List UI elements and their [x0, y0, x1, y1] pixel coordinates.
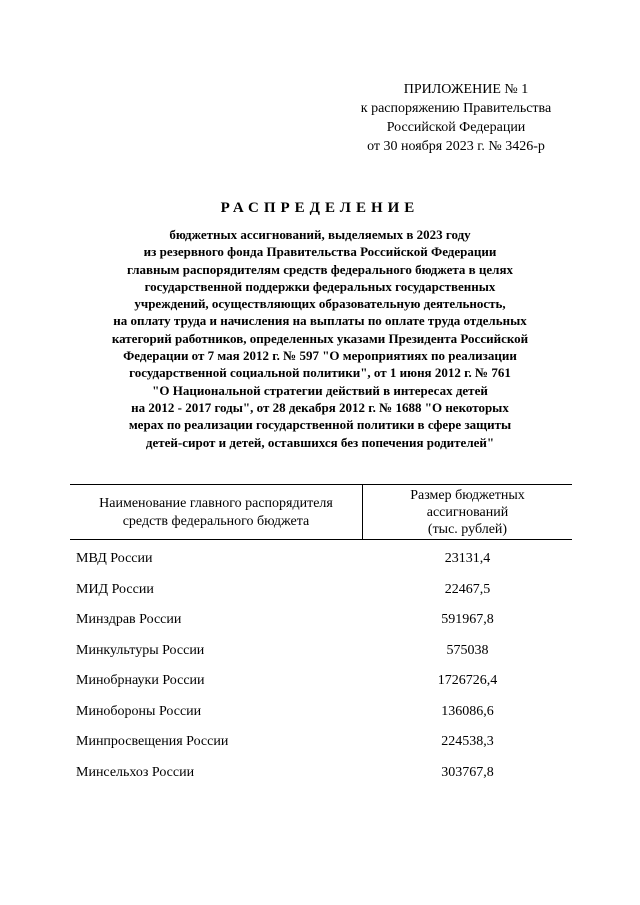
row-ministry-name: Минпросвещения России [76, 734, 229, 749]
subtitle-line: учреждений, осуществляющих образовательную деятельность, [134, 296, 506, 312]
document-title: РАСПРЕДЕЛЕНИЕ [220, 200, 420, 216]
row-amount: 23131,4 [444, 551, 491, 566]
appendix-block [340, 80, 572, 156]
header-distributor-name [70, 495, 362, 531]
row-ministry-name: Минобрнауки России [76, 673, 205, 688]
subtitle-line: мерах по реализации государственной политики в сфере защиты [128, 417, 512, 433]
subtitle-line: государственной социальной политики", от 1 июня 2012 г. № 761 [129, 365, 511, 381]
subtitle-line: главным распорядителям средств федерального бюджета в целях [126, 261, 514, 277]
table-row [70, 704, 572, 735]
row-ministry-name: Минздрав России [76, 612, 182, 627]
appendix-line-date: от 30 ноября 2023 г. № 3426-р [367, 139, 545, 154]
header-allocation-amount [363, 487, 572, 538]
subtitle-line: Федерации от 7 мая 2012 г. № 597 "О мероприятиях по реализации [123, 348, 517, 364]
table-row [70, 551, 572, 582]
appendix-line-country: Российской Федерации [386, 120, 526, 135]
header-col2-line: Размер бюджетных [410, 488, 525, 503]
table-row [70, 612, 572, 643]
table-row [70, 734, 572, 765]
table-row [70, 765, 572, 796]
subtitle-line: категорий работников, определенных указами Президента Российской [111, 330, 529, 346]
appendix-line-order: к распоряжению Правительства [360, 101, 552, 116]
table-body [70, 551, 572, 795]
subtitle-line: детей-сирот и детей, оставшихся без попечения родителей" [145, 434, 495, 450]
row-amount: 136086,6 [441, 703, 494, 719]
row-amount: 1726726,4 [437, 673, 498, 688]
row-ministry-name: Минсельхоз России [76, 764, 195, 780]
row-amount: 22467,5 [444, 581, 491, 597]
document-subtitle [60, 226, 580, 451]
row-ministry-name: Минкультуры России [76, 642, 205, 658]
table-row [70, 643, 572, 674]
row-ministry-name: Минобороны России [76, 703, 202, 719]
header-col1-line: средств федерального бюджета [122, 514, 310, 529]
subtitle-line: бюджетных ассигнований, выделяемых в 2023 году [169, 227, 471, 242]
header-col2-line: (тыс. рублей) [427, 522, 508, 537]
subtitle-line: "О Национальной стратегии действий в интересах детей [152, 382, 488, 398]
table-row [70, 582, 572, 613]
header-col2-line: ассигнований [426, 505, 509, 520]
subtitle-line: на оплату труда и начисления на выплаты по оплате труда отдельных [113, 313, 527, 329]
allocation-table [70, 484, 572, 780]
subtitle-line: из резервного фонда Правительства Российской Федерации [143, 244, 497, 260]
row-amount: 575038 [446, 642, 489, 658]
table-header [70, 484, 572, 540]
appendix-label: ПРИЛОЖЕНИЕ № 1 [403, 82, 529, 97]
header-col1-line: Наименование главного распорядителя [99, 496, 333, 511]
row-amount: 591967,8 [441, 612, 494, 627]
row-ministry-name: МВД России [76, 551, 153, 566]
row-amount: 303767,8 [441, 764, 494, 780]
subtitle-line: на 2012 - 2017 годы", от 28 декабря 2012 г. № 1688 "О некоторых [131, 399, 509, 415]
table-row [70, 673, 572, 704]
subtitle-line: государственной поддержки федеральных государственных [144, 278, 496, 294]
row-amount: 224538,3 [441, 734, 494, 749]
row-ministry-name: МИД России [76, 581, 154, 597]
